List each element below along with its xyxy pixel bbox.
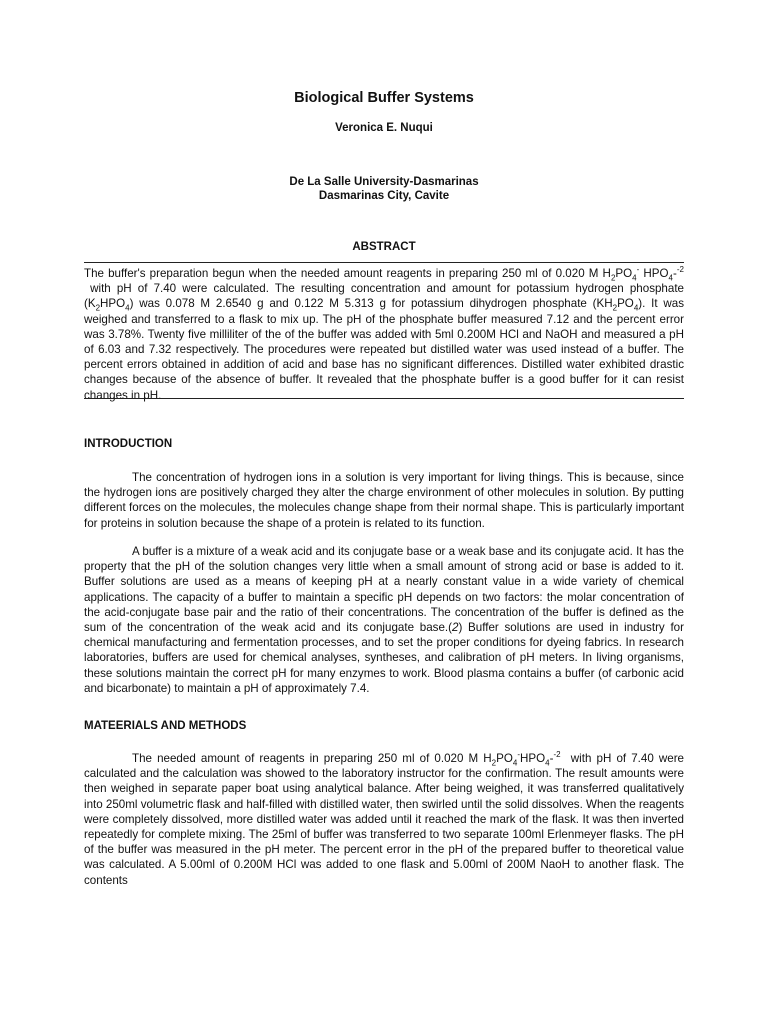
affiliation-line-2: Dasmarinas City, Cavite [318, 190, 450, 202]
abstract-text: The buffer's preparation begun when the needed amount reagents in preparing 250 ml of 0.020 M $H_2PO_4^-$ $HPO_4-^{-2}$ with pH of 7.40 were calculated. The resulting concentration and amount for potassium hydrogen phosphate $(K_2HPO_4)$ was 0.078 M 2.6540 g and 0.122 M 5.313 g for potassium dihydrogen phosphate $(KH_2PO_4)$. It was weighed and transferred to a flask to mix up. The pH of the phosphate buffer measured 7.12 and the percent error was 3.78%. Twenty five milliliter of the of the buffer was added with 5ml 0.200M HCl and NaOH and measured a pH of 6.03 and 7.32 respectively. The procedures were repeated but distilled water was used instead of a buffer. The percent errors obtained in addition of acid and base has no significant differences. Distilled water exhibited drastic changes because of the absence of buffer. It revealed that the phosphate buffer is a good buffer for it can resist changes in pH. [84, 265, 684, 402]
abstract-top-rule [84, 262, 684, 263]
affiliation-line-1: De La Salle University-Dasmarinas [289, 176, 479, 188]
introduction-heading: INTRODUCTION [84, 438, 173, 450]
methods-paragraph-1: The needed amount of reagents in preparing 250 ml of 0.020 M $H_2PO_4^-HPO_4-^{-2}$ with pH of 7.40 were calculated and the calculation was showed to the laboratory instructor for the confirmation. The result amounts were then weighed in separate paper boat using analytical balance. After being weighed, it was transferred qualitatively into 250ml volumetric flask and half-filled with distilled water, then swirled until the solid dissolves. When the reagents were completely dissolved, more distilled water was added until it reached the mark of the flask. It was then inverted repeatedly for complete mixing. The 25ml of buffer was transferred to two separate 100ml Erlenmeyer flasks. The pH of the buffer was measured in the pH meter. The percent error in the pH of the prepared buffer to theoretical value was calculated. A 5.00ml of 0.200M HCl was added to one flask and 5.00ml of 200M NaoH to another flask. The contents [84, 750, 685, 887]
paper-title: Biological Buffer Systems [294, 90, 474, 106]
abstract-bottom-rule [84, 398, 684, 399]
introduction-paragraph-1: The concentration of hydrogen ions in a solution is very important for living things. This is because, since the hydrogen ions are positively charged they alter the charge environment of other molecules in solution. By putting different forces on the molecules, the molecules change shape from their normal shape. This is particularly important for proteins in solution because the shape of a protein is related to its function. [84, 471, 684, 530]
abstract-heading: ABSTRACT [352, 241, 416, 253]
author-name: Veronica E. Nuqui [335, 122, 433, 134]
introduction-paragraph-2: A buffer is a mixture of a weak acid and its conjugate base or a weak base and its conjugate acid. It has the property that the pH of the solution changes very little when a small amount of strong acid or base is added to it. Buffer solutions are used as a means of keeping pH at a nearly constant value in a wide variety of chemical applications. The capacity of a buffer to maintain a specific pH depends on two factors: the molar concentration of the acid-conjugate base pair and the ratio of their concentrations. The concentration of the buffer is defined as the sum of the concentration of the weak acid and its conjugate base.(2) Buffer solutions are used in industry for chemical manufacturing and fermentation processes, and to set the proper conditions for dyeing fabrics. In research laboratories, buffers are used for chemical analyses, syntheses, and calibration of pH meters. In living organisms, these solutions maintain the correct pH for many enzymes to work. Blood plasma contains a buffer (of carbonic acid and bicarbonate) to maintain a pH of approximately 7.4. [84, 545, 684, 695]
citation-number: 2 [451, 621, 459, 635]
methods-heading: MATEERIALS AND METHODS [84, 720, 247, 732]
